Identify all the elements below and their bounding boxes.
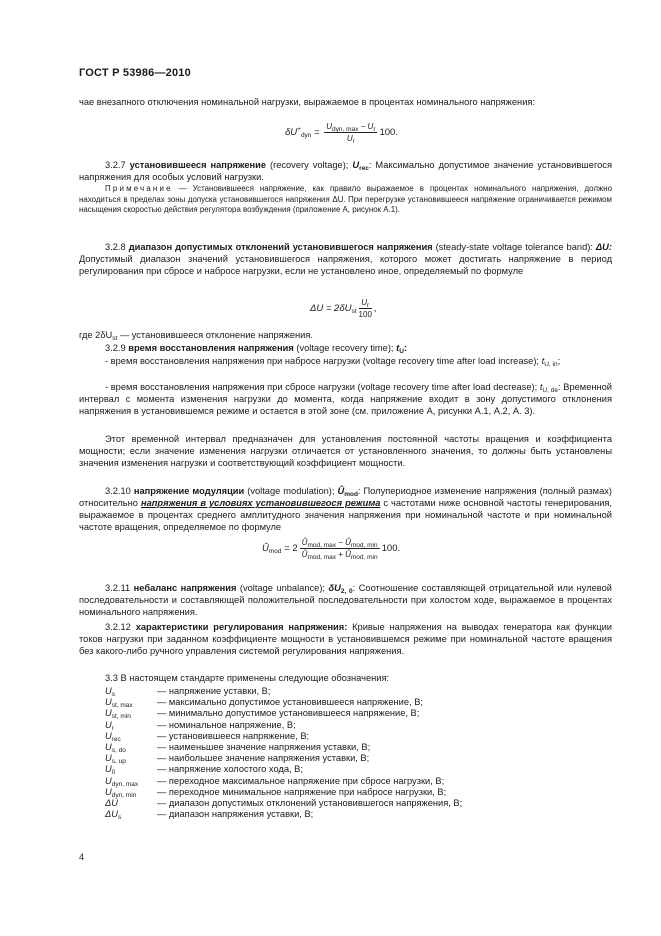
symbol-notation: $U_{dyn, max}$ [105, 775, 139, 788]
symbol-notation: $\Delta U_s$ [105, 809, 122, 822]
symbol-description: — диапазон допустимых отклонений установившегося напряжения, В; [157, 797, 463, 808]
symbol-notation: $U_s$ [105, 686, 115, 698]
symbol-description: — переходное минимальное напряжение при набросе нагрузки, В; [157, 786, 447, 797]
clause-3-2-11: 3.2.11 небаланс напряжения (voltage unbalance); $\delta U_{2, 0}$: Соотношение составляющей отрицательной или нулевой последовательности и составляющей положительной последовательности при холостом ходе, выражаемое в процентах номинального напряжения. [79, 583, 612, 617]
symbol-description: — диапазон напряжения уставки, В; [157, 809, 314, 820]
intro-paragraph: чае внезапного отключения номинальной нагрузки, выражаемое в процентах номинального напряжения: [79, 97, 536, 107]
clause-3-2-10: 3.2.10 напряжение модуляции (voltage modulation); $Û_{mod}$: Полупериодное изменение напряжения (полный размах) относительно напряжения в условиях установившегося режима с частотами ниже основной частоты генерирования, выражаемое в процентах среднего амплитудного значения напряжения при номинальной частоте и при номинальной частоте вращения, определяемое по формуле [79, 486, 613, 532]
list-item-increase: - время восстановления напряжения при набросе нагрузки (voltage recovery time after load increase); $t_{U, in}$; [105, 356, 561, 368]
interval-paragraph: Этот временной интервал предназначен для установления постоянной частоты вращения и коэффициента мощности; если значение изменения нагрузки отличается от установленного значения, то должны быть установлены значения изменения нагрузки и соответствующий коэффициент мощности. [79, 434, 612, 468]
clause-3-2-12: 3.2.12 характеристики регулирования напряжения: Кривые напряжения на выводах генератора как функции токов нагрузки при заданном коэффициенте мощности в установившемся режиме при номинальной частоте вращения без какого-либо ручного управления системой регулирования напряжения. [79, 622, 612, 656]
symbol-notation: $U_{st, min}$ [105, 708, 131, 721]
symbol-notation: $U_r$ [105, 719, 114, 732]
formula-dyn: $\delta U^+_{dyn}$ = $\frac{U_{dyn, max} - U_r}{U_r}$ 100. [285, 122, 398, 145]
formula-modulation: $Û_{mod} = 2$ $\frac{Û_{mod, max} - Û_{mod, min}}{Û_{mod, max} + Û_{mod, min}}$ 100. [262, 538, 401, 561]
symbol-row [105, 809, 462, 820]
symbol-description: — наименьшее значение напряжения уставки, В; [157, 741, 371, 752]
where-clause: где $2\delta U_{st}$ — установившееся отклонение напряжения. [79, 330, 313, 342]
symbols-list [105, 686, 462, 820]
symbol-description: — установившееся напряжение, В; [157, 730, 310, 741]
symbol-notation: $U_{st, max}$ [105, 697, 133, 710]
symbol-description: — напряжение уставки, В; [157, 686, 271, 696]
symbol-row [105, 753, 462, 764]
symbol-row [105, 697, 462, 708]
symbol-description: — максимально допустимое установившееся напряжение, В; [157, 697, 423, 708]
symbol-row [105, 787, 462, 798]
symbol-notation: $U_{rec}$ [105, 730, 121, 743]
symbol-row [105, 731, 462, 742]
symbol-row [105, 798, 462, 809]
clause-3-3: 3.3 В настоящем стандарте применены следующие обозначения: [105, 673, 390, 683]
list-item-decrease: - время восстановления напряжения при сбросе нагрузки (voltage recovery time after load decrease); $t_{U, de}$: Временной интервал с момента изменения нагрузки до момента, когда напряжение входит в зону допустимого отклонения напряжения в установившемся режиме и остается в этой зоне (см. приложение А, рисунки А.1, А.2, А. 3). [79, 382, 612, 416]
symbol-row [105, 764, 462, 775]
symbol-row [105, 708, 462, 719]
symbol-row [105, 686, 462, 697]
symbol-description: — наибольшее значение напряжения уставки, В; [157, 753, 370, 764]
symbol-notation: $U_0$ [105, 764, 116, 777]
symbol-row [105, 720, 462, 731]
symbol-notation: $U_{dyn, min}$ [105, 786, 137, 799]
symbol-description: — минимально допустимое установившееся напряжение, В; [157, 708, 420, 719]
standard-header: ГОСТ Р 53986—2010 [79, 67, 191, 79]
symbol-notation: ΔU [105, 797, 118, 808]
clause-3-2-8: 3.2.8 диапазон допустимых отклонений установившегося напряжения (steady-state voltage tolerance band): ΔU: Допустимый диапазон значений установившегося напряжения, которого может достигать напряжение в период регулирования при сбросе и набросе нагрузки, если не установлено иное, определяемый по формуле [79, 242, 612, 276]
symbol-notation: $U_{s, do}$ [105, 741, 126, 754]
symbol-description: — переходное максимальное напряжение при сбросе нагрузки, В; [157, 775, 445, 786]
formula-tolerance: $\Delta U = 2\delta U_{st}$ $\frac{U_r}{100}$ , [310, 298, 377, 319]
clause-3-2-9: 3.2.9 время восстановления напряжения (voltage recovery time); $t_U$: [105, 343, 408, 355]
note-paragraph: Примечание — Установившееся напряжение, как правило выражаемое в процентах номинального напряжения, должно находиться в пределах зоны допуска установившегося напряжения ΔU. При перегрузке установившееся напряжение ограничивается режимом насыщения скоростью действия регулятора возбуждения (приложение А, рисунок А.1). [79, 184, 612, 215]
page-number: 4 [79, 852, 85, 862]
symbol-description: — номинальное напряжение, В; [157, 719, 296, 730]
symbol-row [105, 776, 462, 787]
clause-3-2-7: 3.2.7 установившееся напряжение (recovery voltage); $U_{rec}$: Максимально допустимое значение установившегося напряжения для особых условий нагрузки. [79, 160, 612, 182]
symbol-description: — напряжение холостого хода, В; [157, 764, 303, 775]
symbol-row [105, 742, 462, 753]
symbol-notation: $U_{s, up}$ [105, 753, 126, 766]
